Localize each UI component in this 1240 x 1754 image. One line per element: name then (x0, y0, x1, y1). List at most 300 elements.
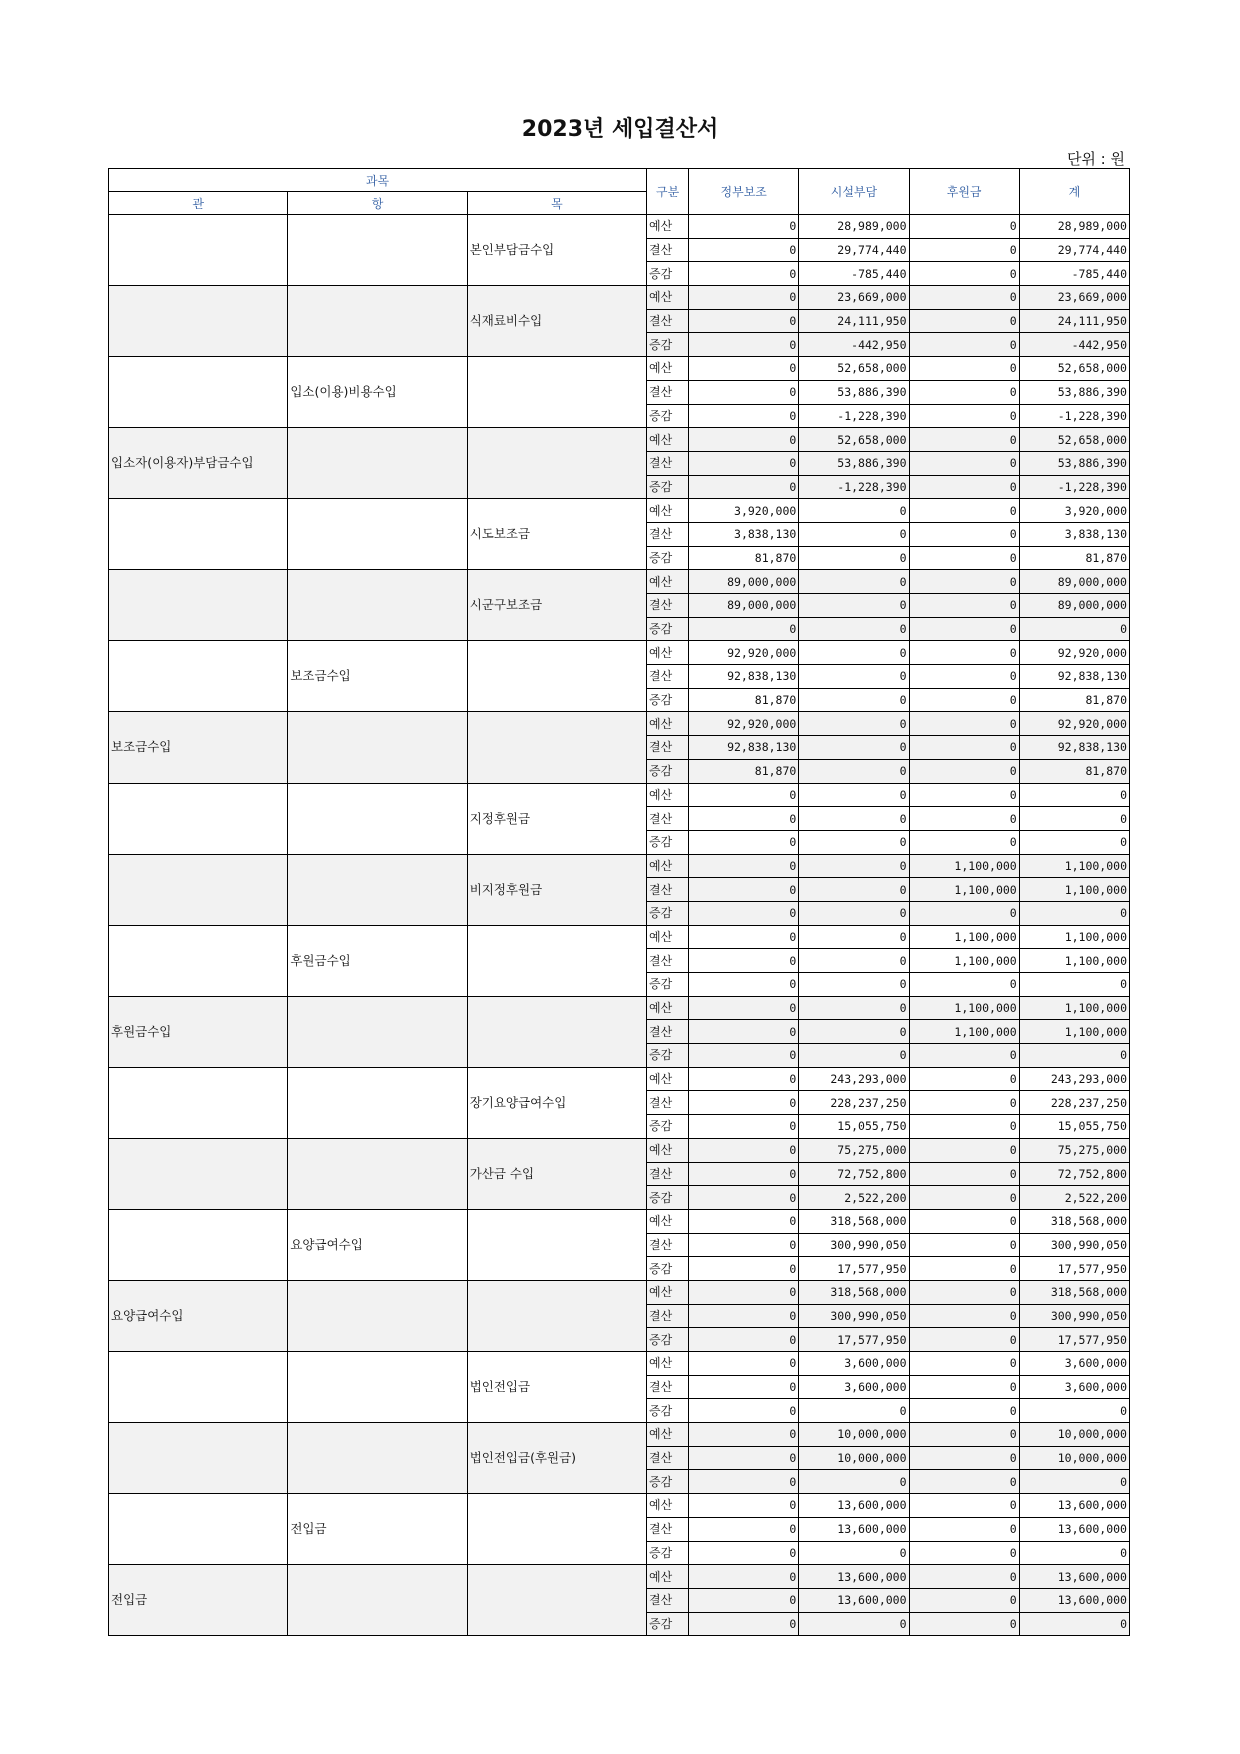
gov-subsidy-cell: 0 (689, 1280, 799, 1304)
gov-subsidy-cell: 0 (689, 333, 799, 357)
donation-cell: 0 (909, 1138, 1019, 1162)
table-row (109, 1565, 1130, 1589)
subject-gwan: 입소자(이용자)부담금수입 (109, 428, 288, 499)
subject-hang (288, 1138, 467, 1209)
subject-mok (467, 641, 646, 712)
subject-gwan (109, 286, 288, 357)
facility-charge-cell: 0 (799, 617, 909, 641)
facility-charge-cell: 17,577,950 (799, 1328, 909, 1352)
gov-subsidy-cell: 0 (689, 1115, 799, 1139)
total-cell: 53,886,390 (1019, 380, 1129, 404)
facility-charge-cell: 0 (799, 688, 909, 712)
facility-charge-cell: 0 (799, 1541, 909, 1565)
total-cell: 17,577,950 (1019, 1257, 1129, 1281)
row-kind: 결산 (647, 1375, 689, 1399)
total-cell: -785,440 (1019, 262, 1129, 286)
total-cell: 92,920,000 (1019, 641, 1129, 665)
table-row (109, 570, 1130, 594)
gov-subsidy-cell: 92,920,000 (689, 712, 799, 736)
donation-cell: 0 (909, 807, 1019, 831)
gov-subsidy-cell: 0 (689, 830, 799, 854)
donation-cell: 0 (909, 1470, 1019, 1494)
row-kind: 예산 (647, 925, 689, 949)
total-cell: 0 (1019, 783, 1129, 807)
gov-subsidy-cell: 0 (689, 262, 799, 286)
gov-subsidy-cell: 92,838,130 (689, 665, 799, 689)
row-kind: 결산 (647, 1162, 689, 1186)
facility-charge-cell: 228,237,250 (799, 1091, 909, 1115)
donation-cell: 0 (909, 901, 1019, 925)
table-row (109, 641, 1130, 665)
donation-cell: 0 (909, 522, 1019, 546)
table-row (109, 996, 1130, 1020)
table-header (109, 169, 1130, 215)
table-row (109, 925, 1130, 949)
gov-subsidy-cell: 81,870 (689, 546, 799, 570)
total-cell: 13,600,000 (1019, 1565, 1129, 1589)
total-cell: 0 (1019, 1541, 1129, 1565)
total-cell: 1,100,000 (1019, 996, 1129, 1020)
subject-hang (288, 1352, 467, 1423)
subject-gwan (109, 570, 288, 641)
row-kind: 결산 (647, 309, 689, 333)
facility-charge-cell: 15,055,750 (799, 1115, 909, 1139)
facility-charge-cell: 0 (799, 830, 909, 854)
row-kind: 예산 (647, 428, 689, 452)
facility-charge-cell: 0 (799, 736, 909, 760)
row-kind: 증감 (647, 973, 689, 997)
facility-charge-cell: 0 (799, 996, 909, 1020)
facility-charge-cell: 0 (799, 1044, 909, 1068)
subject-hang (288, 286, 467, 357)
donation-cell: 0 (909, 1304, 1019, 1328)
facility-charge-cell: 3,600,000 (799, 1375, 909, 1399)
gov-subsidy-cell: 0 (689, 357, 799, 381)
row-kind: 예산 (647, 357, 689, 381)
subject-hang (288, 215, 467, 286)
gov-subsidy-cell: 89,000,000 (689, 594, 799, 618)
table-row (109, 783, 1130, 807)
total-cell: 3,838,130 (1019, 522, 1129, 546)
donation-cell: 0 (909, 1115, 1019, 1139)
subject-hang: 요양급여수입 (288, 1209, 467, 1280)
donation-cell: 0 (909, 428, 1019, 452)
gov-subsidy-cell: 0 (689, 1209, 799, 1233)
row-kind: 결산 (647, 238, 689, 262)
facility-charge-cell: 300,990,050 (799, 1304, 909, 1328)
total-cell: 24,111,950 (1019, 309, 1129, 333)
facility-charge-cell: 300,990,050 (799, 1233, 909, 1257)
gov-subsidy-cell: 0 (689, 1565, 799, 1589)
row-kind: 예산 (647, 996, 689, 1020)
unit-label: 단위 : 원 (1066, 150, 1125, 168)
gov-subsidy-cell: 0 (689, 1138, 799, 1162)
header-donation: 후원금 (909, 169, 1019, 215)
gov-subsidy-cell: 0 (689, 380, 799, 404)
gov-subsidy-cell: 0 (689, 404, 799, 428)
gov-subsidy-cell: 0 (689, 878, 799, 902)
row-kind: 증감 (647, 1399, 689, 1423)
subject-gwan (109, 1423, 288, 1494)
gov-subsidy-cell: 0 (689, 1020, 799, 1044)
donation-cell: 0 (909, 546, 1019, 570)
header-gov-subsidy: 정부보조 (689, 169, 799, 215)
gov-subsidy-cell: 89,000,000 (689, 570, 799, 594)
subject-gwan (109, 215, 288, 286)
gov-subsidy-cell: 0 (689, 1257, 799, 1281)
subject-hang: 보조금수입 (288, 641, 467, 712)
header-facility-charge: 시설부담 (799, 169, 909, 215)
donation-cell: 0 (909, 380, 1019, 404)
row-kind: 예산 (647, 1067, 689, 1091)
row-kind: 결산 (647, 1588, 689, 1612)
facility-charge-cell: 318,568,000 (799, 1209, 909, 1233)
facility-charge-cell: 0 (799, 949, 909, 973)
total-cell: 13,600,000 (1019, 1588, 1129, 1612)
total-cell: 92,838,130 (1019, 736, 1129, 760)
donation-cell: 0 (909, 215, 1019, 239)
facility-charge-cell: 17,577,950 (799, 1257, 909, 1281)
gov-subsidy-cell: 0 (689, 783, 799, 807)
facility-charge-cell: 52,658,000 (799, 357, 909, 381)
donation-cell: 0 (909, 1517, 1019, 1541)
subject-hang (288, 428, 467, 499)
total-cell: 1,100,000 (1019, 878, 1129, 902)
facility-charge-cell: 0 (799, 570, 909, 594)
row-kind: 증감 (647, 1328, 689, 1352)
facility-charge-cell: 72,752,800 (799, 1162, 909, 1186)
total-cell: 0 (1019, 1399, 1129, 1423)
donation-cell: 0 (909, 357, 1019, 381)
total-cell: 1,100,000 (1019, 854, 1129, 878)
table-body (109, 215, 1130, 1636)
subject-gwan: 전입금 (109, 1565, 288, 1636)
gov-subsidy-cell: 0 (689, 949, 799, 973)
donation-cell: 1,100,000 (909, 878, 1019, 902)
row-kind: 증감 (647, 617, 689, 641)
subject-mok (467, 712, 646, 783)
subject-gwan: 보조금수입 (109, 712, 288, 783)
row-kind: 예산 (647, 783, 689, 807)
subject-hang: 후원금수입 (288, 925, 467, 996)
facility-charge-cell: 52,658,000 (799, 428, 909, 452)
subject-gwan (109, 925, 288, 996)
subject-mok: 식재료비수입 (467, 286, 646, 357)
donation-cell: 0 (909, 1565, 1019, 1589)
subject-mok (467, 1280, 646, 1351)
gov-subsidy-cell: 0 (689, 1162, 799, 1186)
facility-charge-cell: 0 (799, 665, 909, 689)
subject-mok (467, 996, 646, 1067)
facility-charge-cell: 0 (799, 641, 909, 665)
subject-gwan (109, 854, 288, 925)
facility-charge-cell: 0 (799, 1020, 909, 1044)
facility-charge-cell: 0 (799, 973, 909, 997)
donation-cell: 1,100,000 (909, 996, 1019, 1020)
donation-cell: 0 (909, 736, 1019, 760)
subject-mok (467, 1209, 646, 1280)
facility-charge-cell: 243,293,000 (799, 1067, 909, 1091)
row-kind: 증감 (647, 546, 689, 570)
gov-subsidy-cell: 0 (689, 309, 799, 333)
gov-subsidy-cell: 0 (689, 901, 799, 925)
facility-charge-cell: 0 (799, 901, 909, 925)
subject-hang (288, 854, 467, 925)
gov-subsidy-cell: 0 (689, 1304, 799, 1328)
gov-subsidy-cell: 0 (689, 1233, 799, 1257)
total-cell: 3,600,000 (1019, 1375, 1129, 1399)
subject-gwan (109, 499, 288, 570)
gov-subsidy-cell: 0 (689, 854, 799, 878)
subject-mok: 장기요양급여수입 (467, 1067, 646, 1138)
gov-subsidy-cell: 0 (689, 451, 799, 475)
total-cell: 92,920,000 (1019, 712, 1129, 736)
donation-cell: 0 (909, 1162, 1019, 1186)
row-kind: 결산 (647, 736, 689, 760)
donation-cell: 0 (909, 262, 1019, 286)
row-kind: 결산 (647, 451, 689, 475)
facility-charge-cell: 28,989,000 (799, 215, 909, 239)
donation-cell: 0 (909, 594, 1019, 618)
subject-mok (467, 428, 646, 499)
row-kind: 예산 (647, 1565, 689, 1589)
header-mok: 목 (467, 192, 646, 215)
facility-charge-cell: 0 (799, 712, 909, 736)
subject-hang: 전입금 (288, 1494, 467, 1565)
gov-subsidy-cell: 0 (689, 996, 799, 1020)
facility-charge-cell: 0 (799, 759, 909, 783)
subject-gwan (109, 1067, 288, 1138)
gov-subsidy-cell: 0 (689, 1517, 799, 1541)
donation-cell: 0 (909, 1233, 1019, 1257)
facility-charge-cell: 13,600,000 (799, 1517, 909, 1541)
subject-mok (467, 357, 646, 428)
subject-mok (467, 1565, 646, 1636)
total-cell: 1,100,000 (1019, 925, 1129, 949)
subject-hang (288, 1565, 467, 1636)
subject-hang (288, 1280, 467, 1351)
row-kind: 증감 (647, 1186, 689, 1210)
subject-hang (288, 499, 467, 570)
subject-mok: 지정후원금 (467, 783, 646, 854)
table-row (109, 1280, 1130, 1304)
subject-gwan: 요양급여수입 (109, 1280, 288, 1351)
row-kind: 예산 (647, 712, 689, 736)
facility-charge-cell: 0 (799, 1399, 909, 1423)
table-row (109, 712, 1130, 736)
subject-mok: 비지정후원금 (467, 854, 646, 925)
total-cell: 0 (1019, 617, 1129, 641)
gov-subsidy-cell: 81,870 (689, 759, 799, 783)
total-cell: 3,920,000 (1019, 499, 1129, 523)
donation-cell: 1,100,000 (909, 854, 1019, 878)
row-kind: 증감 (647, 688, 689, 712)
row-kind: 증감 (647, 1044, 689, 1068)
total-cell: 0 (1019, 830, 1129, 854)
gov-subsidy-cell: 0 (689, 1352, 799, 1376)
total-cell: 15,055,750 (1019, 1115, 1129, 1139)
header-gubun: 구분 (647, 169, 689, 215)
donation-cell: 0 (909, 333, 1019, 357)
row-kind: 예산 (647, 570, 689, 594)
donation-cell: 0 (909, 1612, 1019, 1636)
donation-cell: 0 (909, 286, 1019, 310)
revenue-settlement-table (108, 168, 1130, 1636)
total-cell: 300,990,050 (1019, 1304, 1129, 1328)
total-cell: 10,000,000 (1019, 1423, 1129, 1447)
subject-hang (288, 570, 467, 641)
subject-hang: 입소(이용)비용수입 (288, 357, 467, 428)
facility-charge-cell: -1,228,390 (799, 475, 909, 499)
total-cell: 89,000,000 (1019, 594, 1129, 618)
total-cell: 0 (1019, 1044, 1129, 1068)
table-row (109, 1494, 1130, 1518)
donation-cell: 1,100,000 (909, 1020, 1019, 1044)
donation-cell: 0 (909, 1280, 1019, 1304)
facility-charge-cell: -1,228,390 (799, 404, 909, 428)
facility-charge-cell: 2,522,200 (799, 1186, 909, 1210)
row-kind: 예산 (647, 854, 689, 878)
gov-subsidy-cell: 0 (689, 973, 799, 997)
facility-charge-cell: 53,886,390 (799, 451, 909, 475)
donation-cell: 0 (909, 451, 1019, 475)
subject-hang (288, 996, 467, 1067)
donation-cell: 0 (909, 1399, 1019, 1423)
facility-charge-cell: 13,600,000 (799, 1494, 909, 1518)
page-title: 2023년 세입결산서 (521, 117, 719, 142)
table-row (109, 1352, 1130, 1376)
row-kind: 예산 (647, 499, 689, 523)
row-kind: 예산 (647, 1352, 689, 1376)
total-cell: 1,100,000 (1019, 1020, 1129, 1044)
row-kind: 결산 (647, 522, 689, 546)
facility-charge-cell: 29,774,440 (799, 238, 909, 262)
facility-charge-cell: 0 (799, 594, 909, 618)
table-row (109, 1423, 1130, 1447)
donation-cell: 0 (909, 1541, 1019, 1565)
total-cell: 89,000,000 (1019, 570, 1129, 594)
row-kind: 예산 (647, 1494, 689, 1518)
row-kind: 증감 (647, 1115, 689, 1139)
subject-mok: 법인전입금(후원금) (467, 1423, 646, 1494)
row-kind: 증감 (647, 1541, 689, 1565)
gov-subsidy-cell: 0 (689, 1091, 799, 1115)
donation-cell: 0 (909, 830, 1019, 854)
donation-cell: 0 (909, 1352, 1019, 1376)
subject-mok (467, 1494, 646, 1565)
gov-subsidy-cell: 0 (689, 475, 799, 499)
gov-subsidy-cell: 0 (689, 1186, 799, 1210)
table-row (109, 1209, 1130, 1233)
total-cell: 0 (1019, 1612, 1129, 1636)
total-cell: 92,838,130 (1019, 665, 1129, 689)
subject-gwan (109, 641, 288, 712)
donation-cell: 0 (909, 475, 1019, 499)
gov-subsidy-cell: 0 (689, 1470, 799, 1494)
donation-cell: 1,100,000 (909, 949, 1019, 973)
donation-cell: 0 (909, 499, 1019, 523)
subject-gwan (109, 1494, 288, 1565)
table-row (109, 215, 1130, 239)
row-kind: 증감 (647, 1257, 689, 1281)
donation-cell: 0 (909, 1423, 1019, 1447)
row-kind: 결산 (647, 807, 689, 831)
subject-gwan (109, 357, 288, 428)
facility-charge-cell: 3,600,000 (799, 1352, 909, 1376)
table-row (109, 499, 1130, 523)
facility-charge-cell: 10,000,000 (799, 1423, 909, 1447)
gov-subsidy-cell: 3,838,130 (689, 522, 799, 546)
total-cell: 0 (1019, 807, 1129, 831)
total-cell: 17,577,950 (1019, 1328, 1129, 1352)
donation-cell: 0 (909, 665, 1019, 689)
total-cell: 0 (1019, 901, 1129, 925)
row-kind: 결산 (647, 1091, 689, 1115)
subject-gwan (109, 1138, 288, 1209)
donation-cell: 0 (909, 641, 1019, 665)
donation-cell: 1,100,000 (909, 925, 1019, 949)
gov-subsidy-cell: 0 (689, 1328, 799, 1352)
row-kind: 예산 (647, 1280, 689, 1304)
total-cell: 28,989,000 (1019, 215, 1129, 239)
gov-subsidy-cell: 0 (689, 1588, 799, 1612)
total-cell: 2,522,200 (1019, 1186, 1129, 1210)
total-cell: -1,228,390 (1019, 475, 1129, 499)
donation-cell: 0 (909, 1044, 1019, 1068)
total-cell: 0 (1019, 1470, 1129, 1494)
gov-subsidy-cell: 0 (689, 925, 799, 949)
total-cell: 3,600,000 (1019, 1352, 1129, 1376)
header-subject: 과목 (109, 169, 647, 192)
row-kind: 예산 (647, 1423, 689, 1447)
table-row (109, 286, 1130, 310)
donation-cell: 0 (909, 238, 1019, 262)
facility-charge-cell: 13,600,000 (799, 1588, 909, 1612)
facility-charge-cell: 0 (799, 1612, 909, 1636)
donation-cell: 0 (909, 404, 1019, 428)
gov-subsidy-cell: 0 (689, 1541, 799, 1565)
facility-charge-cell: 0 (799, 546, 909, 570)
gov-subsidy-cell: 0 (689, 1446, 799, 1470)
row-kind: 예산 (647, 1138, 689, 1162)
total-cell: 13,600,000 (1019, 1517, 1129, 1541)
row-kind: 결산 (647, 1517, 689, 1541)
donation-cell: 0 (909, 1067, 1019, 1091)
donation-cell: 0 (909, 1186, 1019, 1210)
subject-mok: 시군구보조금 (467, 570, 646, 641)
gov-subsidy-cell: 0 (689, 215, 799, 239)
row-kind: 예산 (647, 286, 689, 310)
row-kind: 결산 (647, 594, 689, 618)
total-cell: 81,870 (1019, 688, 1129, 712)
donation-cell: 0 (909, 617, 1019, 641)
total-cell: 52,658,000 (1019, 357, 1129, 381)
subject-mok: 법인전입금 (467, 1352, 646, 1423)
subject-mok (467, 925, 646, 996)
row-kind: 결산 (647, 380, 689, 404)
donation-cell: 0 (909, 688, 1019, 712)
total-cell: 72,752,800 (1019, 1162, 1129, 1186)
table-row (109, 1067, 1130, 1091)
row-kind: 증감 (647, 1470, 689, 1494)
gov-subsidy-cell: 0 (689, 1044, 799, 1068)
donation-cell: 0 (909, 1375, 1019, 1399)
gov-subsidy-cell: 3,920,000 (689, 499, 799, 523)
subject-mok: 시도보조금 (467, 499, 646, 570)
subject-hang (288, 1423, 467, 1494)
donation-cell: 0 (909, 1091, 1019, 1115)
facility-charge-cell: 0 (799, 1470, 909, 1494)
